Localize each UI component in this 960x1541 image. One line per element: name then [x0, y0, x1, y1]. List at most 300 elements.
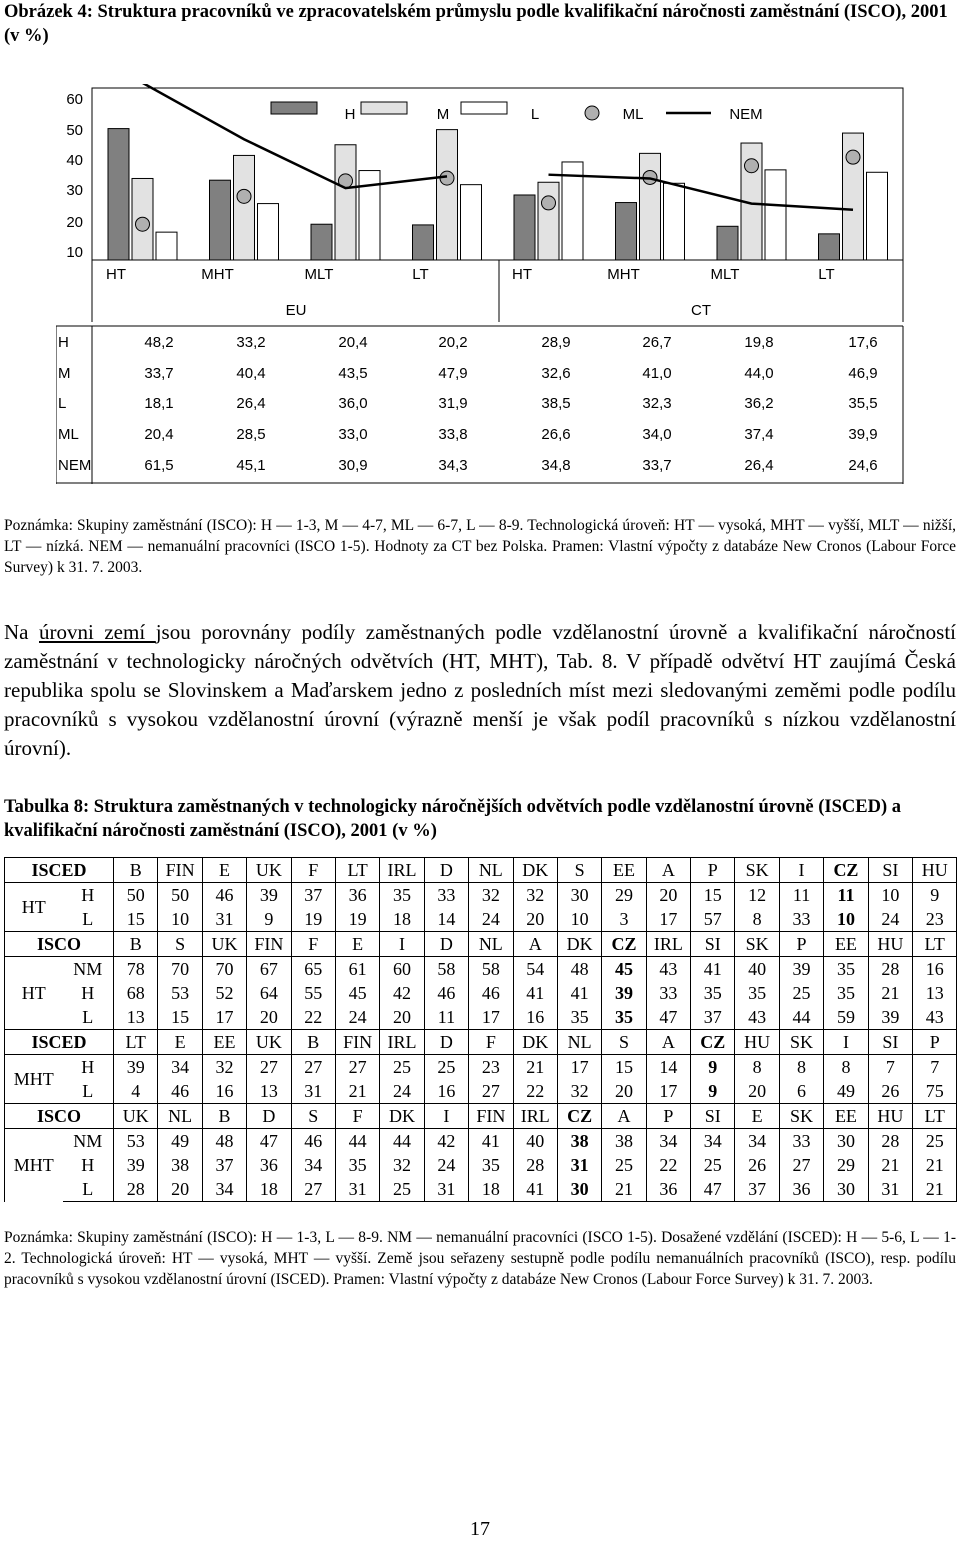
table-country-header: P [913, 1030, 957, 1055]
table-cell: 15 [602, 1055, 646, 1080]
bar-H-MHT [616, 203, 637, 260]
legend-marker-ML [585, 106, 599, 120]
table-country-header: A [646, 1030, 690, 1055]
chart-table-cell: 18,1 [144, 395, 174, 412]
table-cell: 37 [291, 883, 335, 908]
table-cell: 35 [557, 1005, 601, 1030]
table-cell: 11 [779, 883, 823, 908]
table-cell: 28 [868, 1129, 912, 1154]
table-cell: 25 [913, 1129, 957, 1154]
chart-table-cell: 33,7 [642, 457, 672, 474]
table-cell: 35 [691, 981, 735, 1005]
table-country-header: DK [513, 1030, 557, 1055]
table-country-header: I [380, 932, 424, 957]
table-row-label: NM [63, 957, 114, 982]
table-cell: 22 [646, 1153, 690, 1177]
table-cell: 21 [913, 1177, 957, 1202]
table-cell: 41 [513, 981, 557, 1005]
table-country-header: SI [691, 932, 735, 957]
table-cell: 16 [202, 1079, 246, 1104]
table-country-header: NL [469, 932, 513, 957]
table-cell: 21 [513, 1055, 557, 1080]
table-cell: 43 [646, 957, 690, 982]
table-cell: 35 [602, 1005, 646, 1030]
table-cell: 50 [158, 883, 202, 908]
table-country-header: F [291, 858, 335, 883]
table-cell: 53 [158, 981, 202, 1005]
table-cell: 24 [380, 1079, 424, 1104]
bar-L-LT [461, 185, 482, 260]
table-country-header: IRL [380, 858, 424, 883]
figure-note: Poznámka: Skupiny zaměstnání (ISCO): H — 1-3, M — 4-7, ML — 6-7, L — 8-9. Technologická úroveň: HT — vysoká, MHT — vyšší, MLT — nižší, LT — nízká. NEM — nemanuální pracovníci (ISCO 1-5). Hodnoty za CT bez Polska. Pramen: Vlastní výpočty z databáze New Cronos (Labour Force Survey) k 31. 7. 2003. [4, 517, 956, 576]
bar-H-MHT [210, 180, 231, 260]
table-row [5, 1177, 957, 1202]
table-cell: 47 [247, 1129, 291, 1154]
table-cell: 17 [557, 1055, 601, 1080]
table-cell: 39 [247, 883, 291, 908]
table-country-header: D [424, 858, 468, 883]
table-cell: 10 [158, 907, 202, 932]
bar-M-MHT [234, 155, 255, 260]
table-cell: 47 [691, 1177, 735, 1202]
table-group-label: HT [5, 883, 63, 932]
table-country-header: FIN [469, 1104, 513, 1129]
legend-label-NEM: NEM [729, 106, 763, 123]
table-cell: 49 [158, 1129, 202, 1154]
table-country-header: F [335, 1104, 379, 1129]
table-country-header: NL [158, 1104, 202, 1129]
table-cell: 32 [513, 883, 557, 908]
chart-table-cell: 39,9 [848, 426, 878, 443]
table-group-label: MHT [5, 1129, 63, 1202]
table-country-header: DK [557, 932, 601, 957]
table-cell: 20 [247, 1005, 291, 1030]
table-country-header: CZ [691, 1030, 735, 1055]
table-row [5, 1005, 957, 1030]
table-cell: 24 [335, 1005, 379, 1030]
table-group-label: MHT [5, 1055, 63, 1104]
table-cell: 30 [824, 1177, 868, 1202]
table-header-label: ISCED [5, 1030, 114, 1055]
table-group-label: HT [5, 957, 63, 1030]
table-header-row [5, 1030, 957, 1055]
table-country-header: DK [513, 858, 557, 883]
chart-table-cell: 35,5 [848, 395, 878, 412]
chart-table-cell: 26,7 [642, 334, 672, 351]
body-paragraph [4, 618, 956, 763]
x-tick-label-HT: HT [106, 266, 126, 283]
table-cell: 20 [646, 883, 690, 908]
bar-M-MHT [640, 153, 661, 260]
table-cell: 45 [602, 957, 646, 982]
table-cell: 41 [513, 1177, 557, 1202]
table-cell: 18 [380, 907, 424, 932]
legend-label-ML: ML [622, 106, 644, 123]
table-cell: 35 [824, 981, 868, 1005]
table-cell: 47 [646, 1005, 690, 1030]
paragraph-start: Na [4, 620, 40, 644]
table-cell: 27 [291, 1055, 335, 1080]
x-tick-label-LT: LT [818, 266, 835, 283]
table-cell: 25 [779, 981, 823, 1005]
chart-table-cell: 26,4 [744, 457, 774, 474]
y-tick-label: 20 [66, 214, 83, 231]
chart-svg [56, 84, 958, 484]
marker-ML-MHT [237, 189, 251, 203]
table-cell: 33 [779, 907, 823, 932]
table-cell: 57 [691, 907, 735, 932]
table-country-header: IRL [646, 932, 690, 957]
table-caption: Tabulka 8: Struktura zaměstnaných v technologicky náročnějších odvětvích podle vzdělanostní úrovně (ISCED) a kvalifikační náročnosti zaměstnání (ISCO), 2001 (v %) [4, 797, 901, 841]
table-cell: 43 [913, 1005, 957, 1030]
table-cell: 46 [202, 883, 246, 908]
bar-L-MHT [664, 183, 685, 260]
table-cell: 32 [202, 1055, 246, 1080]
legend-swatch-L [461, 102, 507, 114]
table-cell: 13 [913, 981, 957, 1005]
group-label-CT: CT [691, 302, 711, 319]
table-country-header: F [291, 932, 335, 957]
chart-table-cell: 20,4 [338, 334, 368, 351]
chart-table-cell: 33,0 [338, 426, 368, 443]
table-row-label: L [63, 1079, 114, 1104]
chart-table-cell: 38,5 [541, 395, 571, 412]
chart-table-cell: 41,0 [642, 365, 672, 382]
table-cell: 68 [114, 981, 158, 1005]
table-cell: 60 [380, 957, 424, 982]
chart-table-cell: 36,2 [744, 395, 774, 412]
table-row [5, 1055, 957, 1080]
table-cell: 25 [602, 1153, 646, 1177]
table-cell: 8 [735, 907, 779, 932]
table-cell: 34 [158, 1055, 202, 1080]
table-row-label: L [63, 907, 114, 932]
table-cell: 42 [424, 1129, 468, 1154]
chart-table-cell: 32,6 [541, 365, 571, 382]
bar-L-MLT [765, 170, 786, 260]
table-cell: 37 [691, 1005, 735, 1030]
table-cell: 49 [824, 1079, 868, 1104]
table-cell: 35 [735, 981, 779, 1005]
table-row-label: L [63, 1177, 114, 1202]
table-cell: 30 [557, 883, 601, 908]
table-cell: 75 [913, 1079, 957, 1104]
x-tick-label-HT: HT [512, 266, 532, 283]
table-cell: 13 [114, 1005, 158, 1030]
table-cell: 9 [691, 1079, 735, 1104]
table-row [5, 1129, 957, 1154]
chart-table-cell: 47,9 [438, 365, 468, 382]
table-cell: 19 [291, 907, 335, 932]
table-cell: 22 [291, 1005, 335, 1030]
table-country-header: UK [247, 858, 291, 883]
chart-table-cell: 34,8 [541, 457, 571, 474]
chart-table-cell: 28,9 [541, 334, 571, 351]
chart-table-cell: 37,4 [744, 426, 774, 443]
table-country-header: FIN [335, 1030, 379, 1055]
table-cell: 6 [779, 1079, 823, 1104]
table-country-header: S [158, 932, 202, 957]
table-cell: 39 [602, 981, 646, 1005]
table-cell: 13 [247, 1079, 291, 1104]
table-cell: 33 [779, 1129, 823, 1154]
table-country-header: UK [202, 932, 246, 957]
table-country-header: SI [868, 858, 912, 883]
table-cell: 34 [291, 1153, 335, 1177]
table-cell: 38 [158, 1153, 202, 1177]
table-cell: 18 [469, 1177, 513, 1202]
x-tick-label-LT: LT [412, 266, 429, 283]
group-label-EU: EU [285, 302, 307, 319]
table-cell: 40 [513, 1129, 557, 1154]
chart-table-cell: 31,9 [438, 395, 468, 412]
table-cell: 12 [735, 883, 779, 908]
table-cell: 10 [557, 907, 601, 932]
table-cell: 16 [913, 957, 957, 982]
table-8 [4, 857, 957, 1202]
table-cell: 21 [335, 1079, 379, 1104]
table-country-header: D [424, 932, 468, 957]
table-note: Poznámka: Skupiny zaměstnání (ISCO): H — 1-3, L — 8-9. NM — nemanuální pracovníci (ISCO 1-5). Dosažené vzdělání (ISCED): H — 5-6, L — 1-2. Technologická úroveň: HT — vysoká, MHT — vyšší. Země jsou seřazeny sestupně podle podílu nemanuálních pracovníků (ISCO), resp. podílu pracovníků s vysokou vzdělanostní úrovní (ISCED). Pramen: Vlastní výpočty z databáze New Cronos (Labour Force Survey) k 31. 7. 2003. [4, 1229, 956, 1288]
table-cell: 28 [513, 1153, 557, 1177]
table-cell: 39 [114, 1153, 158, 1177]
table-country-header: UK [114, 1104, 158, 1129]
table-cell: 53 [114, 1129, 158, 1154]
table-country-header: LT [913, 932, 957, 957]
table-country-header: B [114, 858, 158, 883]
bar-H-LT [819, 234, 840, 260]
table-cell: 26 [868, 1079, 912, 1104]
table-cell: 27 [779, 1153, 823, 1177]
table-country-header: SI [691, 1104, 735, 1129]
table-cell: 31 [424, 1177, 468, 1202]
table-cell: 25 [424, 1055, 468, 1080]
table-cell: 44 [779, 1005, 823, 1030]
table-country-header: D [247, 1104, 291, 1129]
table-country-header: F [469, 1030, 513, 1055]
chart-table-cell: 44,0 [744, 365, 774, 382]
table-cell: 28 [868, 957, 912, 982]
table-country-header: D [424, 1030, 468, 1055]
table-country-header: IRL [380, 1030, 424, 1055]
table-row-label: H [63, 883, 114, 908]
table-cell: 50 [114, 883, 158, 908]
table-header-row [5, 1104, 957, 1129]
table-cell: 34 [202, 1177, 246, 1202]
table-country-header: NL [469, 858, 513, 883]
table-cell: 35 [335, 1153, 379, 1177]
chart-table-cell: 24,6 [848, 457, 878, 474]
table-cell: 32 [380, 1153, 424, 1177]
table-cell: 33 [424, 883, 468, 908]
table-country-header: B [291, 1030, 335, 1055]
chart-table-cell: 34,0 [642, 426, 672, 443]
table-cell: 30 [824, 1129, 868, 1154]
bar-M-MLT [335, 145, 356, 260]
table-cell: 25 [380, 1177, 424, 1202]
table-cell: 8 [779, 1055, 823, 1080]
table-cell: 28 [114, 1177, 158, 1202]
table-cell: 9 [247, 907, 291, 932]
marker-ML-LT [846, 150, 860, 164]
table-cell: 32 [557, 1079, 601, 1104]
table-country-header: EE [824, 1104, 868, 1129]
table-cell: 24 [868, 907, 912, 932]
table-cell: 16 [424, 1079, 468, 1104]
chart-table-cell: 17,6 [848, 334, 878, 351]
table-cell: 7 [868, 1055, 912, 1080]
table-cell: 23 [469, 1055, 513, 1080]
table-cell: 20 [735, 1079, 779, 1104]
table-row-label: NM [63, 1129, 114, 1154]
chart-table-cell: 36,0 [338, 395, 368, 412]
table-cell: 16 [513, 1005, 557, 1030]
table-country-header: SK [779, 1104, 823, 1129]
y-tick-label: 50 [66, 122, 83, 139]
table-cell: 35 [824, 957, 868, 982]
table-cell: 27 [469, 1079, 513, 1104]
table-cell: 41 [557, 981, 601, 1005]
x-tick-label-MHT: MHT [607, 266, 640, 283]
marker-ML-MLT [745, 159, 759, 173]
table-row-label: H [63, 1055, 114, 1080]
bar-M-LT [437, 130, 458, 260]
table-cell: 36 [247, 1153, 291, 1177]
table-cell: 17 [469, 1005, 513, 1030]
table-country-header: DK [380, 1104, 424, 1129]
table-cell: 8 [735, 1055, 779, 1080]
table-cell: 20 [158, 1177, 202, 1202]
table-cell: 17 [202, 1005, 246, 1030]
table-cell: 24 [424, 1153, 468, 1177]
table-cell: 41 [469, 1129, 513, 1154]
table-country-header: HU [735, 1030, 779, 1055]
x-tick-label-MLT: MLT [304, 266, 334, 283]
table-cell: 61 [335, 957, 379, 982]
table-cell: 35 [380, 883, 424, 908]
table-cell: 29 [824, 1153, 868, 1177]
table-country-header: HU [868, 932, 912, 957]
bar-L-MHT [258, 204, 279, 260]
chart-table-cell: 33,8 [438, 426, 468, 443]
table-cell: 52 [202, 981, 246, 1005]
table-country-header: UK [247, 1030, 291, 1055]
table-cell: 17 [646, 907, 690, 932]
table-cell: 11 [424, 1005, 468, 1030]
table-country-header: A [646, 858, 690, 883]
table-cell: 26 [735, 1153, 779, 1177]
table-cell: 7 [913, 1055, 957, 1080]
table-country-header: SI [868, 1030, 912, 1055]
table-cell: 27 [247, 1055, 291, 1080]
chart-table-cell: 46,9 [848, 365, 878, 382]
table-cell: 46 [469, 981, 513, 1005]
table-cell: 23 [913, 907, 957, 932]
table-row-label: H [63, 981, 114, 1005]
table-cell: 22 [513, 1079, 557, 1104]
table-row [5, 907, 957, 932]
chart-table-cell: 61,5 [144, 457, 174, 474]
table-country-header: B [114, 932, 158, 957]
table-country-header: CZ [557, 1104, 601, 1129]
table-cell: 31 [291, 1079, 335, 1104]
bar-M-HT [538, 182, 559, 260]
chart-table-cell: 20,4 [144, 426, 174, 443]
table-cell: 31 [557, 1153, 601, 1177]
table-cell: 78 [114, 957, 158, 982]
table-cell: 70 [202, 957, 246, 982]
table-cell: 40 [735, 957, 779, 982]
table-country-header: E [735, 1104, 779, 1129]
table-cell: 36 [335, 883, 379, 908]
table-cell: 27 [335, 1055, 379, 1080]
table-cell: 41 [691, 957, 735, 982]
table-cell: 46 [291, 1129, 335, 1154]
table-cell: 46 [424, 981, 468, 1005]
table-row [5, 1079, 957, 1104]
table-cell: 15 [114, 907, 158, 932]
table-country-header: E [202, 858, 246, 883]
table-cell: 32 [469, 883, 513, 908]
x-tick-label-MLT: MLT [710, 266, 740, 283]
table-cell: 21 [913, 1153, 957, 1177]
chart-table-cell: 48,2 [144, 334, 174, 351]
chart-table-cell: 34,3 [438, 457, 468, 474]
table-cell: 39 [779, 957, 823, 982]
table-country-header: NL [557, 1030, 601, 1055]
table-header-label: ISCO [5, 1104, 114, 1129]
chart-table-cell: 32,3 [642, 395, 672, 412]
bar-H-HT [108, 129, 129, 260]
table-cell: 58 [424, 957, 468, 982]
table-cell: 33 [646, 981, 690, 1005]
marker-ML-HT [136, 217, 150, 231]
table-cell: 59 [824, 1005, 868, 1030]
table-cell: 31 [202, 907, 246, 932]
chart-table-row-label: H [58, 334, 69, 351]
table-country-header: I [424, 1104, 468, 1129]
table-country-header: LT [335, 858, 379, 883]
table-cell: 25 [691, 1153, 735, 1177]
table-cell: 21 [868, 981, 912, 1005]
y-tick-label: 40 [66, 152, 83, 169]
table-cell: 15 [691, 883, 735, 908]
table-cell: 29 [602, 883, 646, 908]
table-cell: 9 [691, 1055, 735, 1080]
table-country-header: HU [868, 1104, 912, 1129]
table-country-header: EE [202, 1030, 246, 1055]
table-cell: 43 [735, 1005, 779, 1030]
table-cell: 17 [646, 1079, 690, 1104]
table-cell: 10 [824, 907, 868, 932]
table-cell: 65 [291, 957, 335, 982]
paragraph-underlined: úrovni zemí [39, 620, 156, 644]
table-cell: 18 [247, 1177, 291, 1202]
legend-label-M: M [436, 106, 450, 123]
table-cell: 11 [824, 883, 868, 908]
table-country-header: EE [602, 858, 646, 883]
table-cell: 54 [513, 957, 557, 982]
table-cell: 10 [868, 883, 912, 908]
table-cell: 4 [114, 1079, 158, 1104]
chart-table-cell: 30,9 [338, 457, 368, 474]
table-cell: 34 [735, 1129, 779, 1154]
table-country-header: EE [824, 932, 868, 957]
table-cell: 67 [247, 957, 291, 982]
table-header-row [5, 858, 957, 883]
bar-H-HT [514, 195, 535, 260]
table-country-header: E [158, 1030, 202, 1055]
